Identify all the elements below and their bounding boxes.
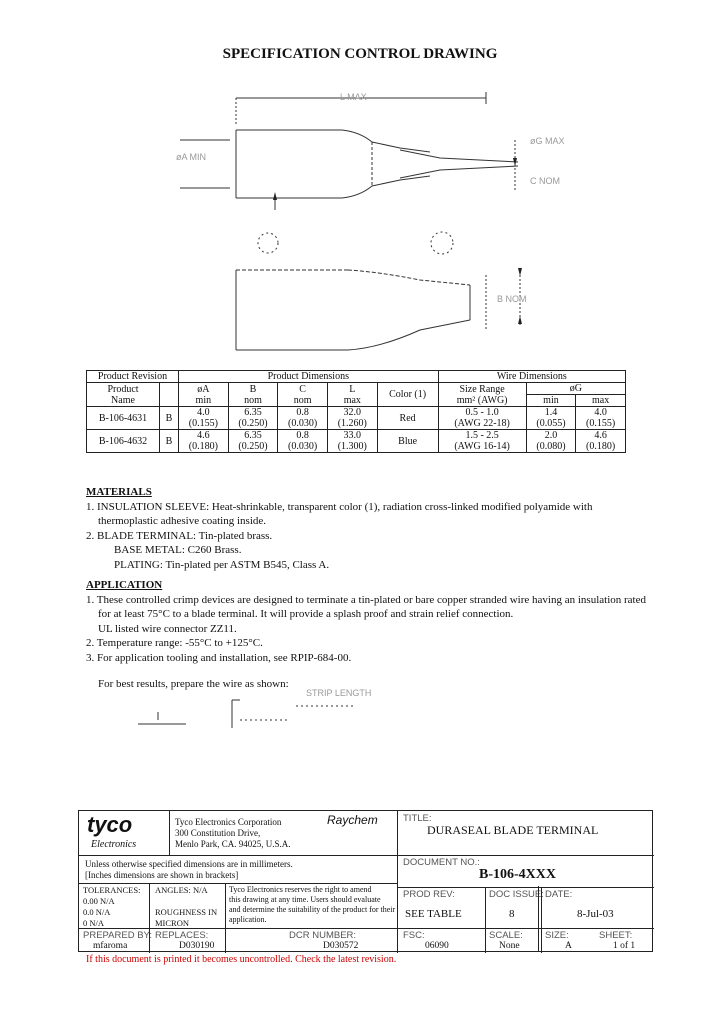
table-header: nom [293, 394, 312, 406]
table-header: L [349, 383, 356, 395]
raychem-logo: Raychem [327, 813, 378, 827]
prepared-by: mfaroma [93, 941, 128, 951]
doc-no-caption: DOCUMENT NO.: [403, 857, 480, 868]
document-number: B-106-4XXX [479, 867, 556, 882]
prod-rev: SEE TABLE [405, 908, 462, 920]
disclaimer-line: application. [229, 915, 267, 924]
tolerances-caption: TOLERANCES: [83, 885, 141, 895]
table-cell: (0.080) [536, 441, 566, 452]
table-cell: Red [377, 407, 438, 430]
replaces-caption: REPLACES: [155, 930, 209, 941]
page-title: SPECIFICATION CONTROL DRAWING [222, 46, 498, 62]
materials-line: thermoplastic adhesive coating inside. [98, 515, 267, 527]
disclaimer-line: Tyco Electronics reserves the right to amend [229, 885, 372, 894]
replaces: D030190 [179, 941, 215, 951]
table-cell: 4.0 [197, 407, 210, 418]
table-cell: 33.0 [343, 430, 362, 441]
size-caption: SIZE: [545, 930, 569, 941]
fsc: 06090 [425, 941, 449, 951]
materials-line: 1. INSULATION SLEEVE: Heat-shrinkable, transparent color (1), radiation cross-linked modified polyamide with [86, 500, 593, 513]
table-cell: 32.0 [343, 407, 362, 418]
application-line: For best results, prepare the wire as shown: [98, 678, 289, 690]
size: A [565, 941, 572, 951]
application-line: 2. Temperature range: -55°C to +125°C. [86, 637, 263, 649]
dia-g-label: øG MAX [530, 136, 565, 146]
table-header: min [526, 395, 576, 407]
table-cell: (0.250) [238, 441, 268, 452]
table-cell: (0.250) [238, 418, 268, 429]
application-line: for at least 75°C to a blade terminal. It will provide a splash proof and strain relief connection. [98, 608, 514, 620]
table-header: max [576, 395, 626, 407]
date-caption: DATE: [545, 889, 573, 900]
table-header: øA [197, 383, 210, 395]
table-cell: 4.6 [197, 430, 210, 441]
table-cell: 1.5 - 2.5 [465, 430, 499, 441]
dim-c-label: C NOM [530, 176, 560, 186]
uncontrolled-notice: If this document is printed it becomes uncontrolled. Check the latest revision. [86, 954, 397, 965]
fsc-caption: FSC: [403, 930, 425, 941]
company-name: Tyco Electronics Corporation [175, 817, 282, 827]
table-header: nom [244, 394, 262, 406]
table-cell: (AWG 16-14) [454, 441, 510, 452]
scale-caption: SCALE: [489, 930, 523, 941]
disclaimer-line: this drawing at any time. Users should evaluate [229, 895, 381, 904]
table-header: mm² (AWG) [456, 394, 508, 406]
disclaimer [229, 885, 395, 925]
roughness-line: MICRON [155, 918, 190, 928]
doc-issue: 8 [509, 908, 515, 920]
company-city: Menlo Park, CA. 94025, U.S.A. [175, 839, 291, 849]
materials-line: PLATING: Tin-plated per ASTM B545, Class A. [114, 558, 330, 571]
doc-issue-caption: DOC ISSUE: [489, 889, 544, 900]
table-cell: (0.155) [586, 418, 616, 429]
table-cell: (1.300) [337, 441, 367, 452]
title-caption: TITLE: [403, 813, 432, 824]
table-cell: (0.180) [586, 441, 616, 452]
table-cell: 4.0 [594, 407, 607, 418]
table-cell: Blue [377, 430, 438, 453]
table-cell: (0.030) [288, 441, 318, 452]
title-block [78, 810, 653, 952]
table-cell: B [160, 407, 179, 430]
table-cell: (0.030) [288, 418, 318, 429]
table-cell: 6.35 [244, 407, 262, 418]
table-header: max [343, 394, 361, 406]
tyco-logo-sub: Electronics [91, 839, 137, 850]
tolerance-value: 0.00 N/A [83, 896, 115, 906]
units-note-line: Unless otherwise specified dimensions are in millimeters. [85, 859, 293, 869]
application-line: 3. For application tooling and installation, see RPIP-684-00. [86, 651, 352, 664]
table-cell: 2.0 [544, 430, 558, 441]
angles: ANGLES: N/A [155, 885, 208, 895]
materials-line: BASE METAL: C260 Brass. [114, 544, 242, 556]
table-cell: (1.260) [337, 418, 367, 429]
materials-line: 2. BLADE TERMINAL: Tin-plated brass. [86, 529, 273, 542]
roughness-line: ROUGHNESS IN [155, 907, 218, 917]
dia-a-label: øA MIN [176, 152, 207, 162]
table-cell: (0.055) [536, 418, 566, 429]
tolerances [83, 885, 140, 929]
strip-length-label: STRIP LENGTH [306, 688, 372, 698]
table-header: Name [111, 394, 135, 406]
prod-rev-caption: PROD REV: [403, 889, 455, 900]
table-header: Product Revision [87, 371, 179, 383]
table-cell: 0.8 [296, 407, 309, 418]
table-cell: (0.180) [188, 441, 218, 452]
tolerance-value: 0 N/A [83, 918, 105, 928]
company-address [175, 817, 291, 850]
table-header: C [299, 383, 306, 395]
table-header: Size Range [459, 383, 505, 395]
roughness [155, 907, 217, 929]
table-cell: B-106-4631 [87, 407, 160, 430]
table-cell: 1.4 [544, 407, 558, 418]
table-header: øG [526, 383, 625, 395]
dcr-number: D030572 [323, 941, 359, 951]
table-cell: B-106-4632 [87, 430, 160, 453]
materials-heading: MATERIALS [86, 486, 152, 498]
company-street: 300 Constitution Drive, [175, 828, 261, 838]
tolerance-value: 0.0 N/A [83, 907, 111, 917]
table-header: Color (1) [377, 383, 438, 407]
sheet-caption: SHEET: [599, 930, 633, 941]
table-header: B [249, 383, 257, 395]
sheet: 1 of 1 [613, 941, 636, 951]
table-cell: 4.6 [594, 430, 607, 441]
document-title: DURASEAL BLADE TERMINAL [427, 823, 599, 837]
table-cell: (0.155) [188, 418, 218, 429]
application-line: UL listed wire connector ZZ11. [98, 622, 237, 635]
length-label: L MAX [340, 92, 367, 102]
table-header: min [195, 394, 212, 406]
scale: None [499, 941, 520, 951]
date: 8-Jul-03 [577, 908, 614, 920]
table-cell: 0.5 - 1.0 [465, 407, 499, 418]
dcr-caption: DCR NUMBER: [289, 930, 357, 941]
table-cell: (AWG 22-18) [454, 418, 510, 429]
table-cell: 6.35 [244, 430, 262, 441]
table-header: Product Dimensions [179, 371, 439, 383]
tyco-logo: tyco [87, 812, 133, 837]
table-cell: 0.8 [296, 430, 309, 441]
table-header: Wire Dimensions [438, 371, 625, 383]
prepared-caption: PREPARED BY: [83, 930, 152, 941]
units-note-line: [Inches dimensions are shown in brackets] [85, 870, 239, 880]
table-header: Product [107, 383, 139, 395]
application-heading: APPLICATION [86, 579, 163, 591]
disclaimer-line: and determine the suitability of the product for their [229, 905, 396, 914]
dim-b-label: B NOM [497, 294, 527, 304]
application-line: 1. These controlled crimp devices are designed to terminate a tin-plated or bare copper stranded wire having an insulation rated [86, 593, 646, 606]
units-note [85, 859, 293, 881]
table-cell: B [160, 430, 179, 453]
